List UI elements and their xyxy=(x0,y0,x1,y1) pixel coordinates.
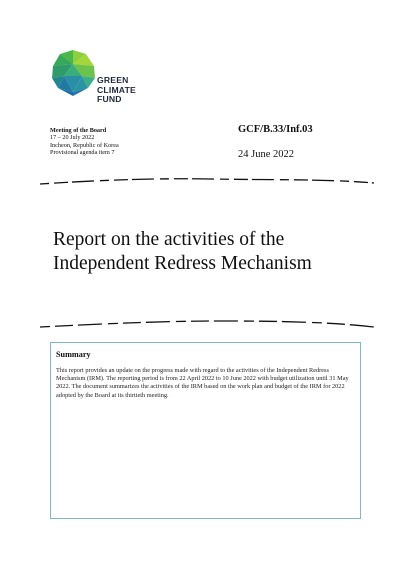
gcf-logo xyxy=(50,48,180,110)
summary-box xyxy=(50,342,361,519)
meeting-info xyxy=(50,127,119,157)
logo-line-3: FUND xyxy=(97,94,122,105)
document-date: 24 June 2022 xyxy=(238,149,294,160)
meeting-location: Incheon, Republic of Korea xyxy=(50,141,119,149)
meeting-agenda: Provisional agenda item 7 xyxy=(50,149,115,157)
title-line-2: Independent Redress Mechanism xyxy=(53,253,312,274)
report-title xyxy=(53,228,373,276)
summary-heading: Summary xyxy=(56,350,91,359)
summary-text: This report provides an update on the progress made with regard to the activities of the Independent Redress Mechanism (IRM). The reporting period is from 22 April 2022 to 10 June 2022 with budget utilization until 31 May 2022. The document summarizes the activities of the IRM based on the work plan and budget of the IRM for 2022 adopted by the Board at its thirtieth meeting. xyxy=(56,367,349,399)
document-number: GCF/B.33/Inf.03 xyxy=(238,124,313,135)
logo-wordmark xyxy=(97,76,136,105)
meeting-title: Meeting of the Board xyxy=(50,127,107,134)
logo-line-1: GREEN xyxy=(97,75,129,85)
title-line-1: Report on the activities of the xyxy=(53,229,285,250)
globe-logo-icon xyxy=(50,48,96,98)
wave-divider-top xyxy=(40,176,374,188)
meeting-dates: 17 – 20 July 2022 xyxy=(50,134,95,142)
logo-line-2: CLIMATE xyxy=(97,84,136,95)
wave-divider-bottom xyxy=(40,318,374,330)
